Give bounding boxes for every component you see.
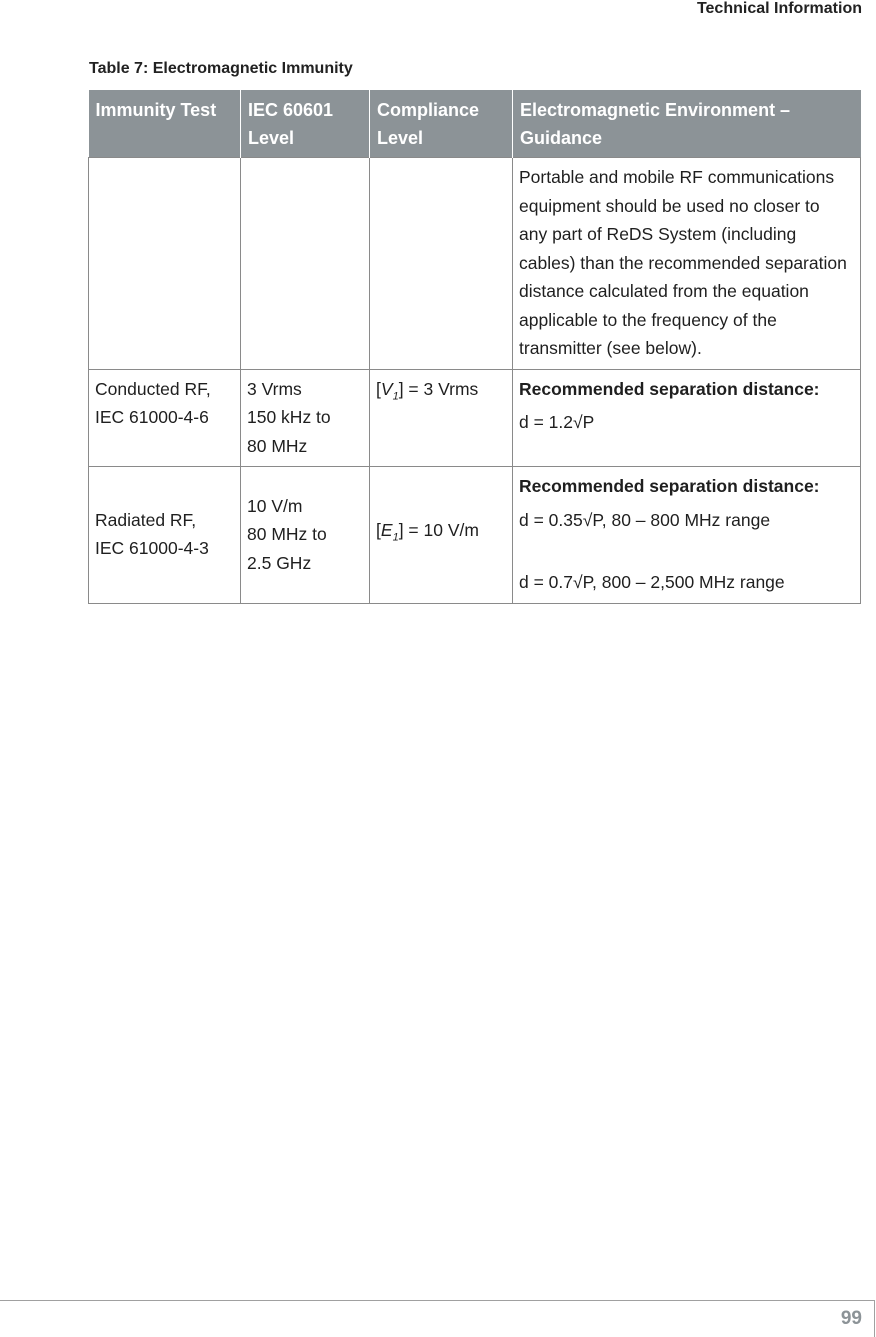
test-standard-line: IEC 61000-4-6 [95,407,209,427]
header-immunity-test: Immunity Test [89,90,241,158]
compliance-open: [ [376,520,381,541]
compliance-subscript: 1 [392,390,399,402]
compliance-value: ] = 10 V/m [398,520,479,541]
guidance-heading: Recommended separation distance: [519,378,820,399]
table-caption: Table 7: Electromagnetic Immunity [89,60,353,77]
iec-level-line: 150 kHz to [247,407,331,427]
compliance-value: ] = 3 Vrms [398,378,479,399]
iec-level-line: 80 MHz to [247,524,327,544]
cell-compliance-level [370,158,513,370]
guidance-heading: Recommended separation distance: [519,476,820,496]
electromagnetic-immunity-table [88,90,861,604]
compliance-symbol: V [380,378,393,399]
table-row [89,369,861,467]
cell-immunity-test [89,158,241,370]
cell-guidance [513,369,861,467]
iec-level-line: 80 MHz [247,435,308,456]
cell-iec-level [241,369,370,467]
cell-immunity-test [89,369,241,467]
guidance-formula: d = 0.7√P, 800 – 2,500 MHz range [519,572,785,592]
cell-compliance-level [370,369,513,467]
test-name-line: Radiated RF, [95,509,197,530]
cell-guidance [513,467,861,604]
guidance-paragraph: Portable and mobile RF communications equipment should be used no closer to any part of ReDS System (including cables) than the recommended separation distance calculated from the equation applicable to the frequency of the transmitter (see below). [519,167,847,358]
cell-guidance [513,158,861,370]
iec-level-line: 10 V/m [247,495,303,516]
compliance-open: [ [376,378,381,399]
cell-iec-level [241,158,370,370]
iec-level-line: 3 Vrms [247,378,302,399]
table-row [89,467,861,604]
footer-divider-tick [874,1300,875,1337]
cell-iec-level [241,467,370,604]
header-compliance-level: Compliance Level [370,90,513,158]
footer-divider [0,1300,874,1301]
page-number: 99 [840,1308,862,1329]
guidance-formula: d = 0.35√P, 80 – 800 MHz range [519,509,771,530]
header-iec-level: IEC 60601 Level [241,90,370,158]
compliance-subscript: 1 [392,531,399,544]
running-header: Technical Information [696,0,862,17]
test-standard-line: IEC 61000-4-3 [95,538,209,559]
guidance-formula: d = 1.2√P [519,412,595,432]
cell-immunity-test [89,467,241,604]
table-header-row [89,90,861,158]
test-name-line: Conducted RF, [95,378,211,399]
table-row [89,158,861,370]
cell-compliance-level [370,467,513,604]
iec-level-line: 2.5 GHz [247,552,312,573]
compliance-symbol: E [380,520,393,541]
header-guidance: Electromagnetic Environment – Guidance [513,90,861,158]
